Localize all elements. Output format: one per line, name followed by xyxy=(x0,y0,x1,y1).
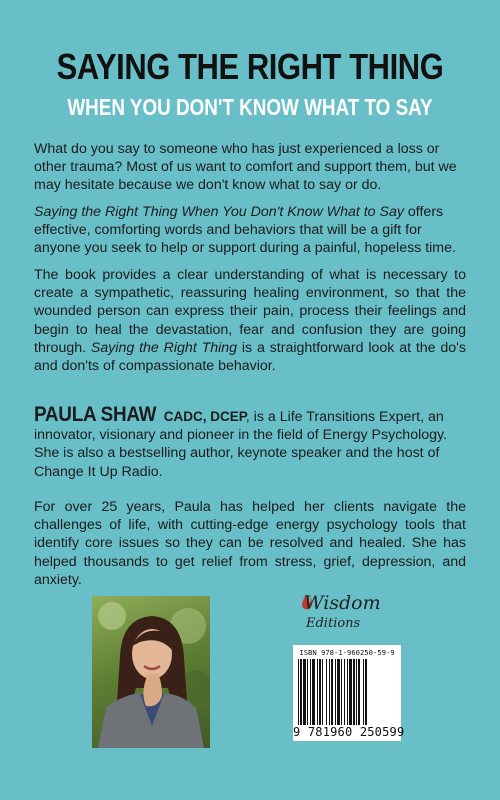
author-bio-paragraph-1 xyxy=(34,403,466,481)
publisher-name-line2: Editions xyxy=(306,616,361,631)
blurb-paragraph-3-end: is a straightforward look at the do's and don'ts of compassionate behavior. xyxy=(34,339,466,375)
blurb-paragraph-1: What do you say to someone who has just experienced a loss or other trauma? Most of us want to comfort and support them, but we may hesitate because we don't know what to say or do. xyxy=(34,141,457,194)
blurb-paragraph-3 xyxy=(34,266,466,375)
book-subtitle: WHEN YOU DON'T KNOW WHAT TO SAY xyxy=(67,94,433,120)
author-bio-paragraph-2: For over 25 years, Paula has helped her clients navigate the challenges of life, with cutting-edge energy psychology tools that identify core issues so they can be resolved and healed. She has helped thousands to get relief from stress, grief, depression, and anxiety. xyxy=(34,499,466,588)
isbn-barcode xyxy=(293,645,405,741)
publisher-logo xyxy=(296,592,381,638)
barcode-bars xyxy=(298,659,396,725)
book-title-italic: Saying the Right Thing When You Don't Know What to Say xyxy=(34,204,404,220)
isbn-digits: 9 781960 250599 xyxy=(293,725,405,739)
author-bio-text: , is a Life Transitions Expert, an innovator, visionary and pioneer in the field of Energy Psychology. She is also a bestselling author, keynote speaker and the host of Change It Up Radio. xyxy=(34,409,447,480)
isbn-label: ISBN 978-1-960250-59-9 xyxy=(299,648,395,657)
blurb-paragraph-2 xyxy=(34,203,466,258)
author-photo xyxy=(92,596,210,748)
author-portrait-icon xyxy=(92,596,210,748)
blurb-paragraph-2-text: offers effective, comforting words and behaviors that will be a gift for anyone you seek to help or support during a painful, hopeless time. xyxy=(34,204,456,257)
author-name: PAULA SHAW xyxy=(34,403,157,426)
book-title: SAYING THE RIGHT THING xyxy=(56,46,444,87)
book-short-title-italic: Saying the Right Thing xyxy=(90,339,238,356)
publisher-name-line1: Wisdom xyxy=(304,592,381,614)
blurb-paragraph-3-text: The book provides a clear understanding of what is necessary to create a sympathetic, reassuring healing environment, so that the wounded person can express their pain, process their feelings and begin to heal the devastation, fear and confusion they are going through. xyxy=(34,267,466,356)
author-credentials: CADC, DCEP xyxy=(163,409,248,424)
